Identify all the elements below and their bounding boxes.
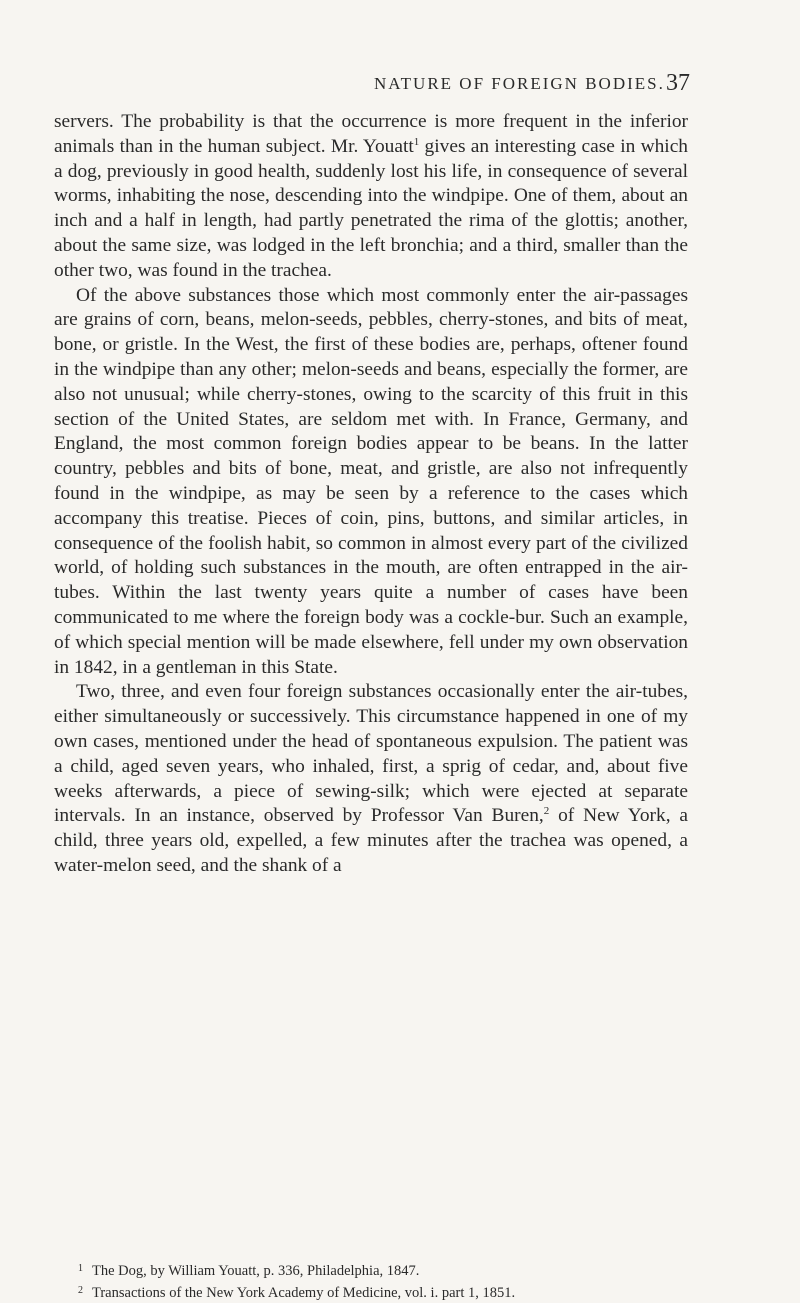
footnotes — [78, 1259, 698, 1303]
body-text — [54, 110, 688, 879]
footnote-ref[interactable]: 2 — [543, 805, 550, 818]
page-number: 37 — [666, 70, 690, 96]
footnote — [78, 1281, 698, 1303]
paragraph: Two, three, and even four foreign substances occasionally enter the air-tubes, either simultaneously or successively. This circumstance happened in one of my own cases, mentioned under the head of spontaneous expulsion. The patient was a child, aged seven years, who inhaled, first, a sprig of cedar, and, about five weeks afterwards, a piece of sewing-silk; which were ejected at separate intervals. In an instance, observed by Professor Van Buren,$^2$ of New York, a child, three years old, expelled, a few minutes after the trachea was opened, a water-melon seed, and the shank of a — [54, 681, 688, 876]
footnote-mark: 1 — [78, 1263, 83, 1274]
footnote-text: Transactions of the New York Academy of Medicine, vol. i. part 1, 1851. — [92, 1285, 516, 1301]
footnote-text: The Dog, by William Youatt, p. 336, Philadelphia, 1847. — [92, 1263, 420, 1279]
footnote-ref[interactable]: 1 — [413, 135, 420, 148]
paragraph: servers. The probability is that the occurrence is more frequent in the inferior animals than in the human subject. Mr. Youatt$^1$ gives an interesting case in which a dog, previously in good health, suddenly lost his life, in consequence of several worms, inhabiting the nose, descending into the windpipe. One of them, about an inch and a half in length, had partly penetrated the rima of the glottis; another, about the same size, was lodged in the left bronchia; and a third, smaller than the other two, was found in the trachea. — [54, 111, 688, 281]
paragraph: Of the above substances those which most commonly enter the air-passages are grains of corn, beans, melon-seeds, pebbles, cherry-stones, and bits of meat, bone, or gristle. In the West, the first of these bodies are, perhaps, oftener found in the windpipe than any other; melon-seeds and beans, especially the former, are also not unusual; while cherry-stones, owing to the scarcity of this fruit in this section of the United States, are seldom met with. In France, Germany, and England, the most common foreign bodies appear to be beans. In the latter country, pebbles and bits of bone, meat, and gristle, are also not infrequently found in the windpipe, as may be seen by a reference to the cases which accompany this treatise. Pieces of coin, pins, buttons, and similar articles, in consequence of the foolish habit, so common in almost every part of the civilized world, of holding such substances in the mouth, are often entrapped in the air-tubes. Within the last twenty years quite a number of cases have been communicated to me where the foreign body was a cockle-bur. Such an example, of which special mention will be made elsewhere, fell under my own observation in 1842, in a gentleman in this State. — [54, 284, 688, 678]
footnote — [78, 1259, 698, 1281]
footnote-mark: 2 — [78, 1285, 83, 1296]
running-head: NATURE OF FOREIGN BODIES. — [374, 74, 665, 93]
